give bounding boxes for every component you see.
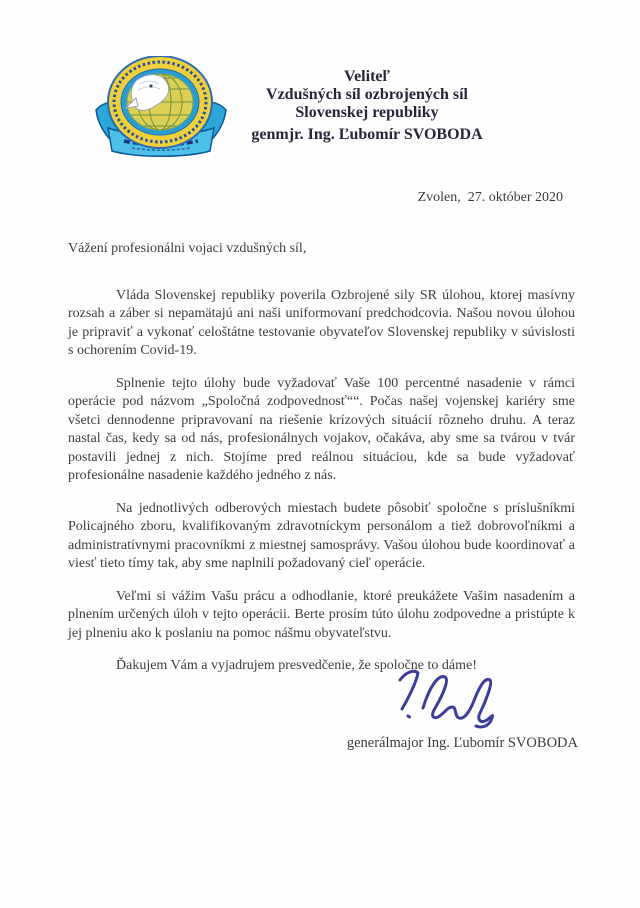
oval-badge-icon	[108, 56, 212, 148]
air-force-emblem-graphic	[92, 56, 230, 170]
paragraph-1: Vláda Slovenskej republiky poverila Ozbrojené sily SR úlohou, ktorej masívny rozsah a záber si nepamätajú ani naši uniformovaní predchodcovia. Našou novou úlohou je pripraviť a vykonať celoštátne testovanie obyvateľov Slovenskej republiky v súvislosti s ochorením Covid-19.	[68, 287, 575, 358]
air-force-emblem	[92, 56, 230, 170]
letterhead	[236, 68, 498, 144]
letterhead-commander-name: genmjr. Ing. Ľubomír SVOBODA	[251, 126, 483, 143]
signature-icon	[388, 666, 510, 732]
letterhead-org-line2: Slovenskej republiky	[295, 104, 439, 121]
closing-line: Ďakujem Vám a vyjadrujem presvedčenie, že spoločne to dáme!	[116, 658, 477, 673]
paragraph-4: Veľmi si vážim Vašu prácu a odhodlanie, ktoré preukážete Vašim nasadením a plnením určených úloh v tejto operácii. Berte prosím túto úlohu zodpovedne a pristúpte k jej plneniu ako k poslaniu na pomoc nášmu obyvateľstvu.	[68, 588, 575, 641]
letterhead-org-line1: Vzdušných síl ozbrojených síl	[266, 86, 468, 103]
dateline: Zvolen, 27. október 2020	[417, 190, 563, 205]
paragraph-2: Splnenie tejto úlohy bude vyžadovať Vaše 100 percentné nasadenie v rámci operácie pod názvom „Spoločná zodpovednosť““. Počas našej vojenskej kariéry sme všetci dennodenne pripravovaní na riešenie krízových situácií rôzneho druhu. A teraz nastal čas, kedy sa od nás, profesionálnych vojakov, očakáva, aby sme sa tvárou v tvár postavili jednej z nich. Stojíme pred reálnou situáciou, kde sa bude vyžadovať profesionálne nasadenie každého jedného z nás.	[68, 375, 575, 483]
letter-body	[68, 240, 575, 690]
letterhead-title: Veliteľ	[343, 68, 390, 85]
signature-name: generálmajor Ing. Ľubomír SVOBODA	[346, 735, 578, 751]
salutation: Vážení profesionálni vojaci vzdušných síl,	[68, 241, 307, 256]
signature-scribble	[388, 666, 510, 732]
paragraph-3: Na jednotlivých odberových miestach budete pôsobiť spoločne s príslušníkmi Policajného zboru, kvalifikovaným zdravotníckym personálom a tiež dobrovoľníkmi a administratívnymi pracovníkmi z miestnej samosprávy. Vašou úlohou bude koordinovať a viesť tieto tímy tak, aby sme naplnili požadovaný cieľ operácie.	[68, 500, 575, 571]
